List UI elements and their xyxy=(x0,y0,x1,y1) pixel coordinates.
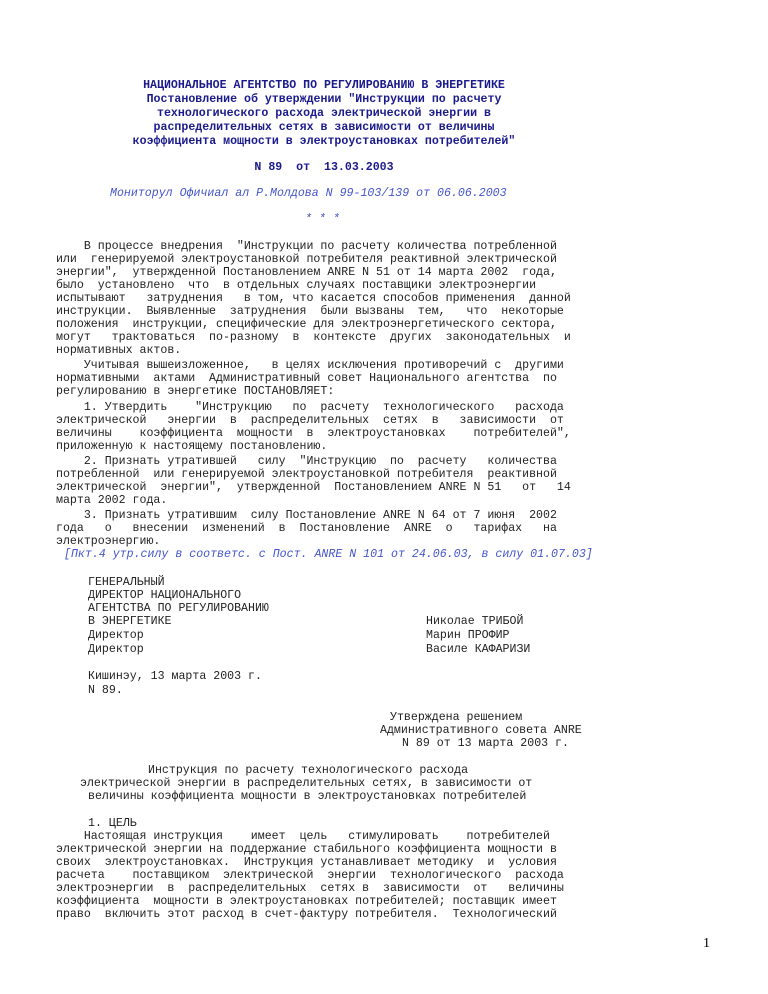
signatory-name: Василе КАФАРИЗИ xyxy=(426,643,531,656)
body-line: нормативными актами Административный совет Национального агентства по xyxy=(56,372,557,385)
signatory-title-line: ГЕНЕРАЛЬНЫЙ xyxy=(88,576,165,589)
section-line: право включить этот расход в счет-фактуру потребителя. Технологический xyxy=(56,908,557,921)
body-line: инструкции. Выявленные затруднения были вызваны тем, что некоторые xyxy=(56,305,564,318)
section-line: коэффициента мощности в электроустановках потребителей; поставщик имеет xyxy=(56,895,557,908)
body-line: могут трактоваться по-разному в контексте других законодательных и xyxy=(56,331,571,344)
monitor-reference[interactable]: Мониторул Офичиал ал Р.Молдова N 99-103/139 от 06.06.2003 xyxy=(110,187,507,200)
approval-line: Административного совета ANRE xyxy=(380,724,582,737)
body-line: 1. Утвердить "Инструкцию по расчету технологического расхода xyxy=(56,401,564,414)
body-line: положения инструкции, специфические для электроэнергетического сектора, xyxy=(56,318,557,331)
signatory-name: Марин ПРОФИР xyxy=(426,629,510,642)
approval-line: Утверждена решением xyxy=(390,711,523,724)
signatory-title-line: ДИРЕКТОР НАЦИОНАЛЬНОГО xyxy=(88,589,242,602)
instruction-title-line: величины коэффициента мощности в электроустановках потребителей xyxy=(88,790,527,803)
body-line: потребленной или генерируемой электроустановкой потребителя реактивной xyxy=(56,468,557,481)
signatory-name: Николае ТРИБОЙ xyxy=(426,615,524,628)
body-line: 2. Признать утратившей силу "Инструкцию по расчету количества xyxy=(56,455,557,468)
body-line: приложенную к настоящему постановлению. xyxy=(56,440,328,453)
signatory-title-line: Директор xyxy=(88,643,144,656)
section-heading: 1. ЦЕЛЬ xyxy=(88,817,137,830)
instruction-title-line: Инструкция по расчету технологического расхода xyxy=(148,764,469,777)
page-number: 1 xyxy=(703,936,710,951)
body-line: электрической энергии", утвержденной Постановлением ANRE N 51 от 14 xyxy=(56,481,571,494)
signatory-title-line: АГЕНТСТВА ПО РЕГУЛИРОВАНИЮ xyxy=(88,602,269,615)
agency-title: НАЦИОНАЛЬНОЕ АГЕНТСТВО ПО РЕГУЛИРОВАНИЮ В ЭНЕРГЕТИКЕ xyxy=(143,79,505,92)
resolution-title-line: распределительных сетях в зависимости от величины xyxy=(153,121,495,134)
section-line: своих электроустановках. Инструкция устанавливает методику и условия xyxy=(56,856,557,869)
body-line: было установлено что в отдельных случаях поставщики электроэнергии xyxy=(56,279,537,292)
body-line: Учитывая вышеизложенное, в целях исключения противоречий с другими xyxy=(56,359,564,372)
body-line: или генерируемой электроустановкой потребителя реактивной электрической xyxy=(56,253,557,266)
body-line: нормативных актов. xyxy=(56,344,182,357)
body-line: В процессе внедрения "Инструкции по расчету количества потребленной xyxy=(56,240,557,253)
approval-line: N 89 от 13 марта 2003 г. xyxy=(402,737,569,750)
section-line: Настоящая инструкция имеет цель стимулировать потребителей xyxy=(56,830,550,843)
section-line: расчета поставщиком электрической энергии технологического расхода xyxy=(56,869,564,882)
body-line: испытывают затруднения в том, что касается способов применения данной xyxy=(56,292,571,305)
signatory-title-line: Директор xyxy=(88,629,144,642)
resolution-number-date: N 89 от 13.03.2003 xyxy=(254,161,394,174)
body-line: регулированию в энергетике ПОСТАНОВЛЯЕТ: xyxy=(56,385,335,398)
instruction-title-line: электрической энергии в распределительных сетях, в зависимости от xyxy=(80,777,533,790)
body-line: электроэнергию. xyxy=(56,535,161,548)
body-line: энергии", утвержденной Постановлением ANRE N 51 от 14 марта 2002 года, xyxy=(56,266,557,279)
resolution-title-line: технологического расхода электрической энергии в xyxy=(157,107,491,120)
section-line: электрической энергии на поддержание стабильного коэффициента мощности в xyxy=(56,843,557,856)
amendment-note[interactable]: [Пкт.4 утр.силу в соответс. с Пост. ANRE N 101 от 24.06.03, в силу 01.07.03] xyxy=(64,548,593,561)
resolution-title-line: коэффициента мощности в электроустановках потребителей" xyxy=(132,135,516,148)
body-line: величины коэффициента мощности в электроустановках потребителей", xyxy=(56,427,571,440)
body-line: 3. Признать утратившим силу Постановление ANRE N 64 от 7 июня 2002 xyxy=(56,509,557,522)
resolution-number-footer: N 89. xyxy=(88,684,123,697)
signatory-title-line: В ЭНЕРГЕТИКЕ xyxy=(88,615,172,628)
place-date: Кишинэу, 13 марта 2003 г. xyxy=(88,670,262,683)
body-line: электрической энергии в распределительных сетях в зависимости от xyxy=(56,414,564,427)
resolution-title-line: Постановление об утверждении "Инструкции по расчету xyxy=(146,93,502,106)
body-line: года о внесении изменений в Постановление ANRE о тарифах на xyxy=(56,522,557,535)
section-line: электроэнергии в распределительных сетях в зависимости от величины xyxy=(56,882,564,895)
body-line: марта 2002 года. xyxy=(56,494,168,507)
separator-stars: * * * xyxy=(305,213,340,226)
